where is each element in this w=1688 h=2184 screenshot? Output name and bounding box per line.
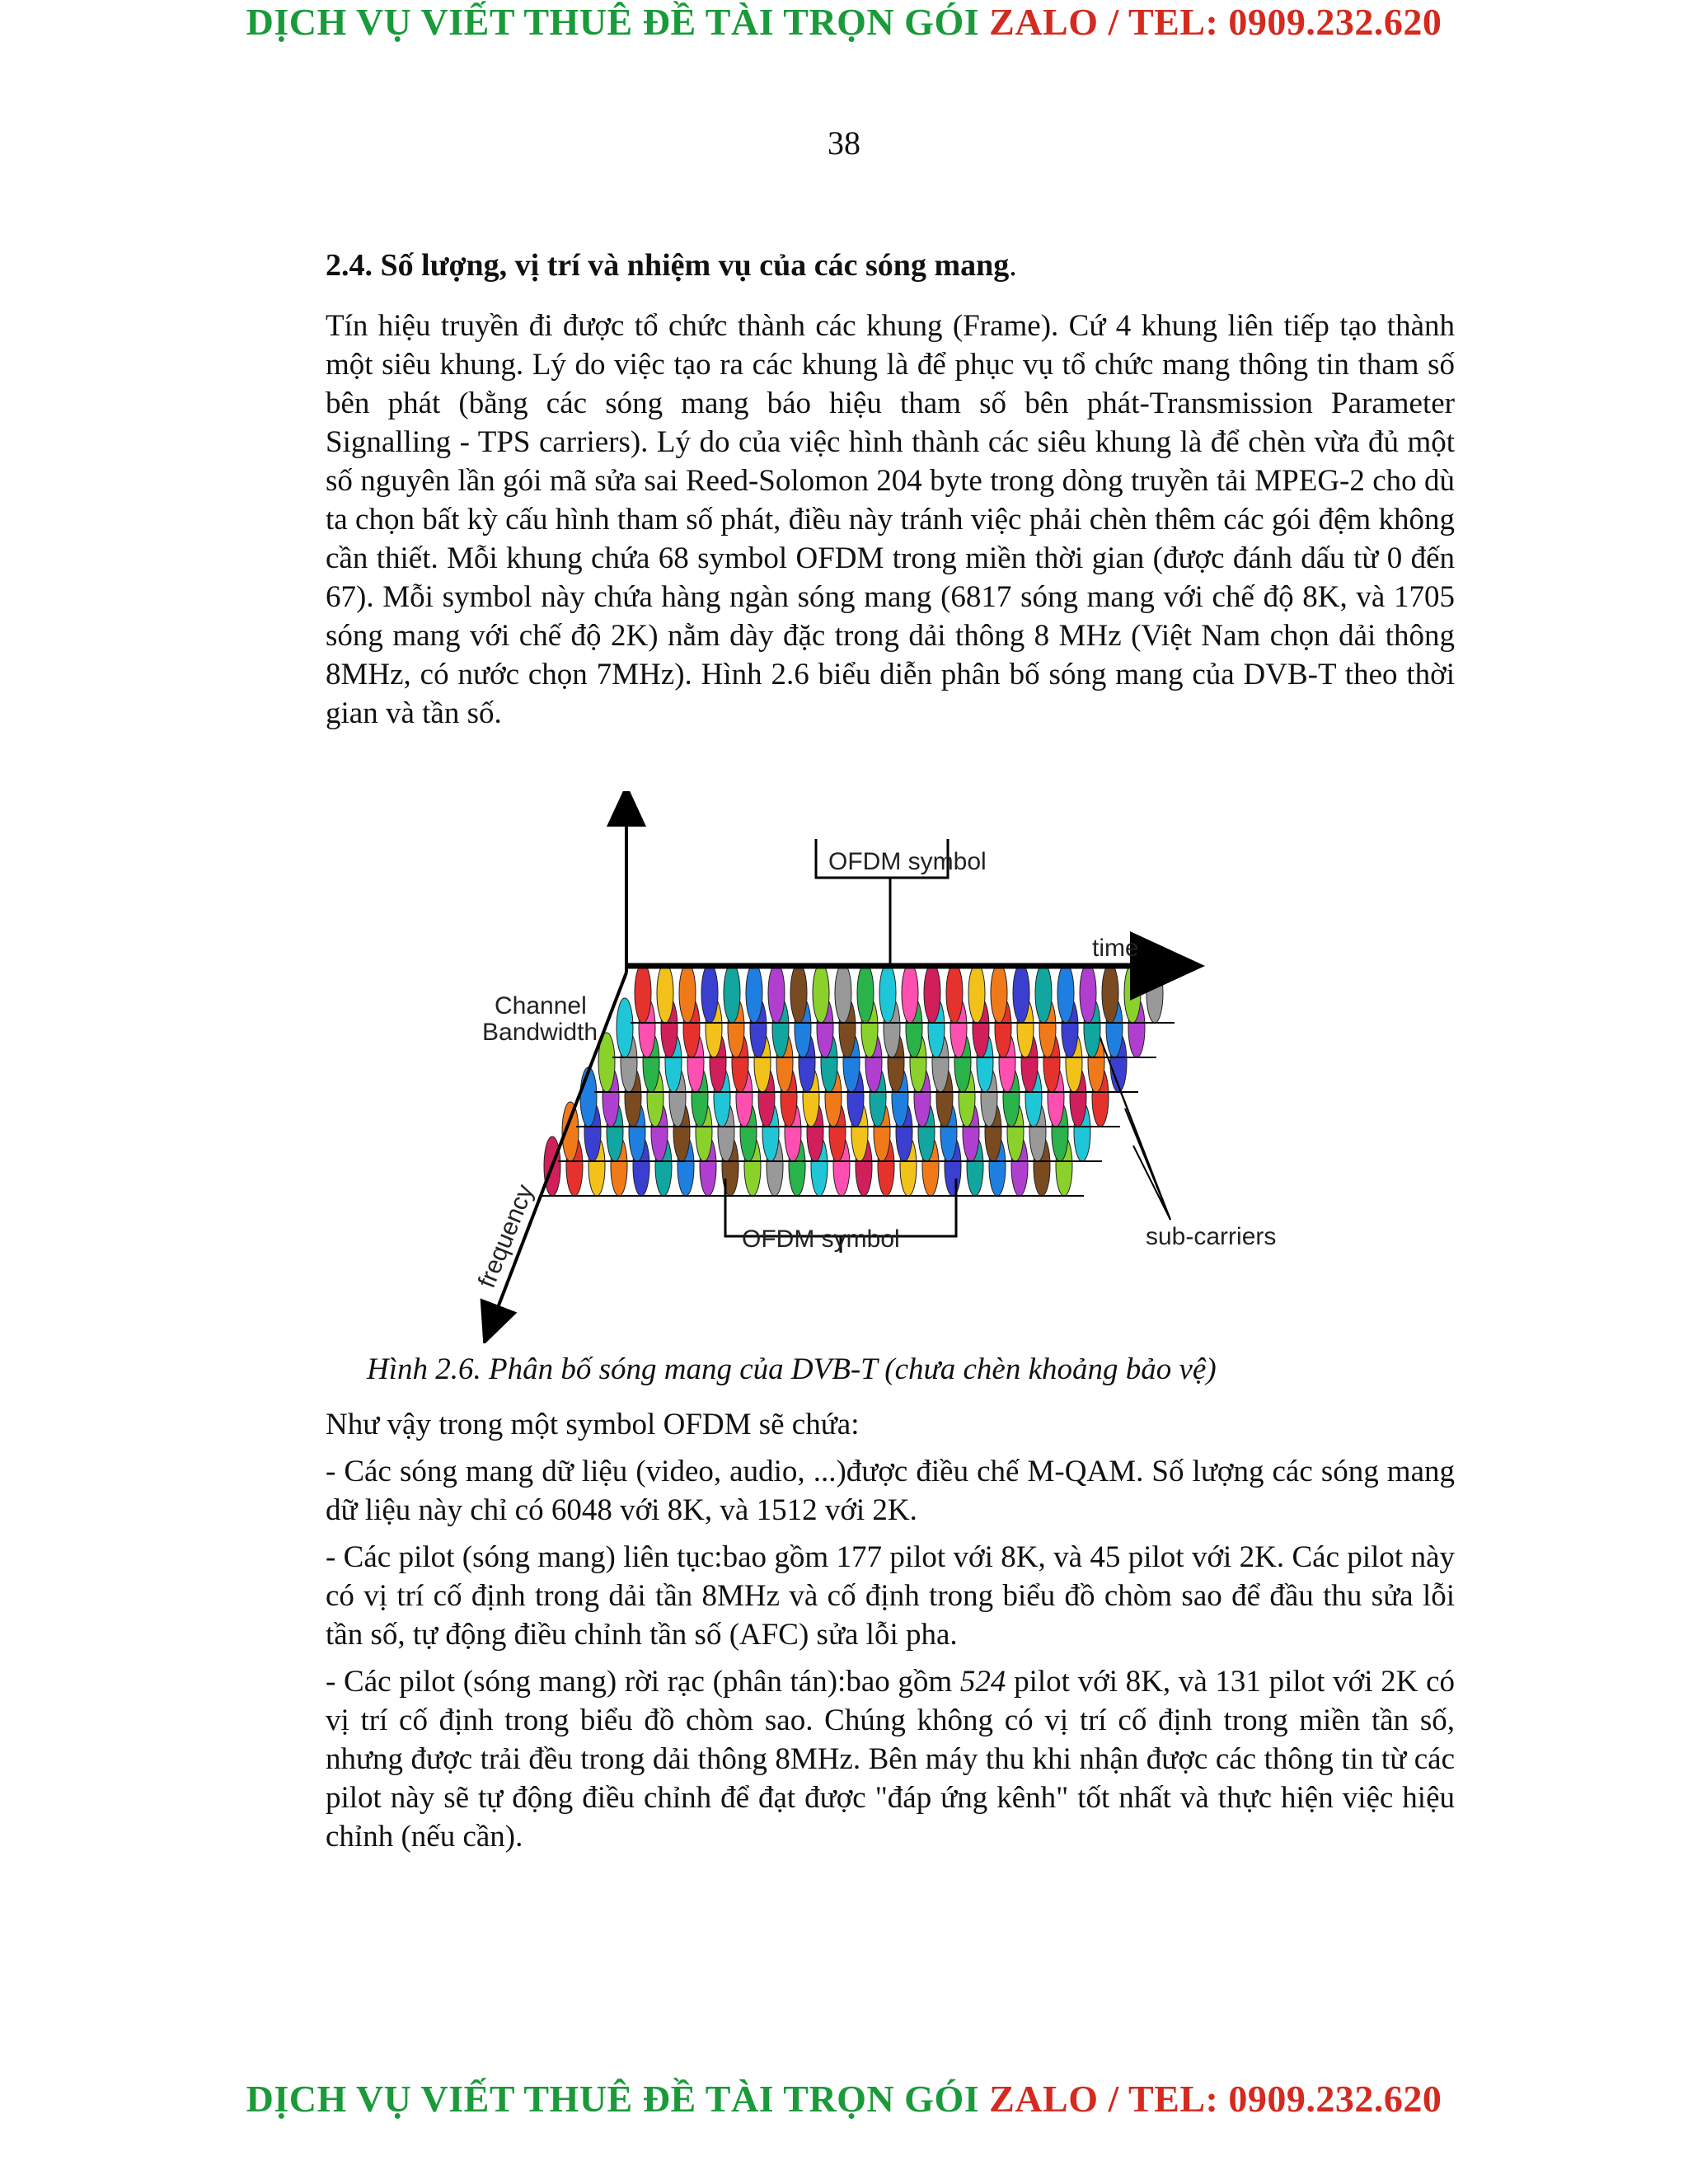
carrier-diagram <box>462 791 1286 1343</box>
label-sub-carriers: sub-carriers <box>1146 1223 1277 1250</box>
sub-carrier-oval <box>1013 963 1029 1023</box>
sub-carrier-ovals <box>540 963 1175 1196</box>
scattered-number: 524 <box>959 1665 1006 1699</box>
sub-carrier-oval <box>1146 963 1163 1023</box>
carrier-list <box>326 1405 1455 1864</box>
list-item-scattered-pilots <box>326 1662 1455 1856</box>
label-bandwidth: Bandwidth <box>482 1019 598 1046</box>
list-item-data-carriers: - Các sóng mang dữ liệu (video, audio, ...)được điều chế M-QAM. Số lượng các sóng mang dữ liệu này chỉ có 6048 với 8K, và 1512 với 2K. <box>326 1455 1455 1527</box>
sub-carrier-oval <box>617 998 633 1057</box>
list-intro: Như vậy trong một symbol OFDM sẽ chứa: <box>326 1408 860 1441</box>
label-time: time <box>1092 935 1139 962</box>
sub-carrier-oval <box>657 963 673 1023</box>
header-banner <box>0 0 1688 44</box>
sub-carrier-oval <box>724 963 740 1023</box>
label-ofdm-symbol-bottom: OFDM symbol <box>742 1226 900 1253</box>
sub-carrier-oval <box>580 1067 597 1127</box>
page-number: 38 <box>828 124 860 162</box>
sub-carrier-oval <box>635 963 651 1023</box>
label-channel: Channel <box>495 992 587 1019</box>
sub-carrier-oval <box>701 963 718 1023</box>
sub-carrier-oval <box>968 963 985 1023</box>
sub-carrier-oval <box>835 963 851 1023</box>
section-heading-dot: . <box>1009 248 1017 283</box>
sub-carrier-oval <box>902 963 918 1023</box>
sub-carrier-oval <box>813 963 829 1023</box>
sub-carrier-oval <box>768 963 785 1023</box>
banner-service-text: DỊCH VỤ VIẾT THUÊ ĐỀ TÀI TRỌN GÓI <box>246 1 980 43</box>
sub-carrier-oval <box>746 963 762 1023</box>
intro-paragraph: Tín hiệu truyền đi được tổ chức thành các khung (Frame). Cứ 4 khung liên tiếp tạo thành một siêu khung. Lý do việc tạo ra các khung là để phục vụ tổ chức mang thông tin tham số bên phát (bằng các sóng mang báo hiệu tham số bên phát-Transmission Parameter Signalling - TPS carriers). Lý do của việc hình thành các siêu khung là để chèn vừa đủ một số nguyên lần gói mã sửa sai Reed-Solomon 204 byte trong dòng truyền tải MPEG-2 cho dù ta chọn bất kỳ cấu hình tham số phát, điều này tránh việc phải chèn thêm các gói đệm không cần thiết. Mỗi khung chứa 68 symbol OFDM trong miền thời gian (được đánh dấu từ 0 đến 67). Mỗi symbol này chứa hàng ngàn sóng mang (6817 sóng mang với chế độ 8K, và 1705 sóng mang với chế độ 2K) nằm dày đặc trong dải thông 8 MHz (Việt Nam chọn dải thông 8MHz, có nước chọn 7MHz). Hình 2.6 biểu diễn phân bố sóng mang của DVB-T theo thời gian và tần số. <box>326 309 1455 730</box>
sub-carrier-oval <box>1124 963 1141 1023</box>
sub-carrier-oval <box>924 963 940 1023</box>
list-item-continual-pilots: - Các pilot (sóng mang) liên tục:bao gồm 177 pilot với 8K, và 45 pilot với 2K. Các pilot này có vị trí cố định trong dải tần 8MHz và cố định trong biểu đồ chòm sao để đầu thu sửa lỗi tần số, tự động điều chỉnh tần số (AFC) sửa lỗi pha. <box>326 1540 1455 1652</box>
section-heading-text: 2.4. Số lượng, vị trí và nhiệm vụ của các sóng mang <box>326 248 1010 283</box>
sub-carrier-oval <box>679 963 696 1023</box>
sub-carrier-oval <box>879 963 896 1023</box>
sub-carrier-pointers <box>1100 1038 1170 1220</box>
sub-carrier-oval <box>1035 963 1052 1023</box>
footer-service-text: DỊCH VỤ VIẾT THUÊ ĐỀ TÀI TRỌN GÓI <box>246 2078 980 2120</box>
sub-carrier-oval <box>1102 963 1118 1023</box>
sub-carrier-oval <box>1057 963 1074 1023</box>
scattered-text-a: - Các pilot (sóng mang) rời rạc (phân tán):bao gồm <box>326 1665 960 1699</box>
label-frequency: frequency <box>473 1180 539 1292</box>
footer-banner <box>0 2077 1688 2121</box>
sub-carrier-oval <box>1080 963 1096 1023</box>
sub-carrier-oval <box>946 963 963 1023</box>
dvbt-carrier-figure <box>462 791 1286 1343</box>
sub-carrier-oval <box>857 963 874 1023</box>
scattered-text-b: pilot với 8K, và 131 pilot với 2K có vị trí cố định trong biểu đồ chòm sao. Chúng không có vị trí cố định trong miền tần số, nhưng được trải đều trong dải thông 8MHz. Bên máy thu khi nhận được các thông tin từ các pilot này sẽ tự động điều chỉnh để đạt được "đáp ứng kênh" tốt nhất và thực hiện việc hiệu chỉnh (nếu cần). <box>326 1665 1456 1854</box>
sub-carrier-oval <box>991 963 1007 1023</box>
banner-contact-text: ZALO / TEL: 0909.232.620 <box>989 1 1442 43</box>
footer-contact-text: ZALO / TEL: 0909.232.620 <box>989 2078 1442 2120</box>
sub-carrier-oval <box>790 963 807 1023</box>
section-heading <box>326 247 1017 284</box>
figure-caption: Hình 2.6. Phân bố sóng mang của DVB-T (chưa chèn khoảng bảo vệ) <box>367 1352 1217 1386</box>
label-ofdm-symbol-top: OFDM symbol <box>828 848 987 875</box>
